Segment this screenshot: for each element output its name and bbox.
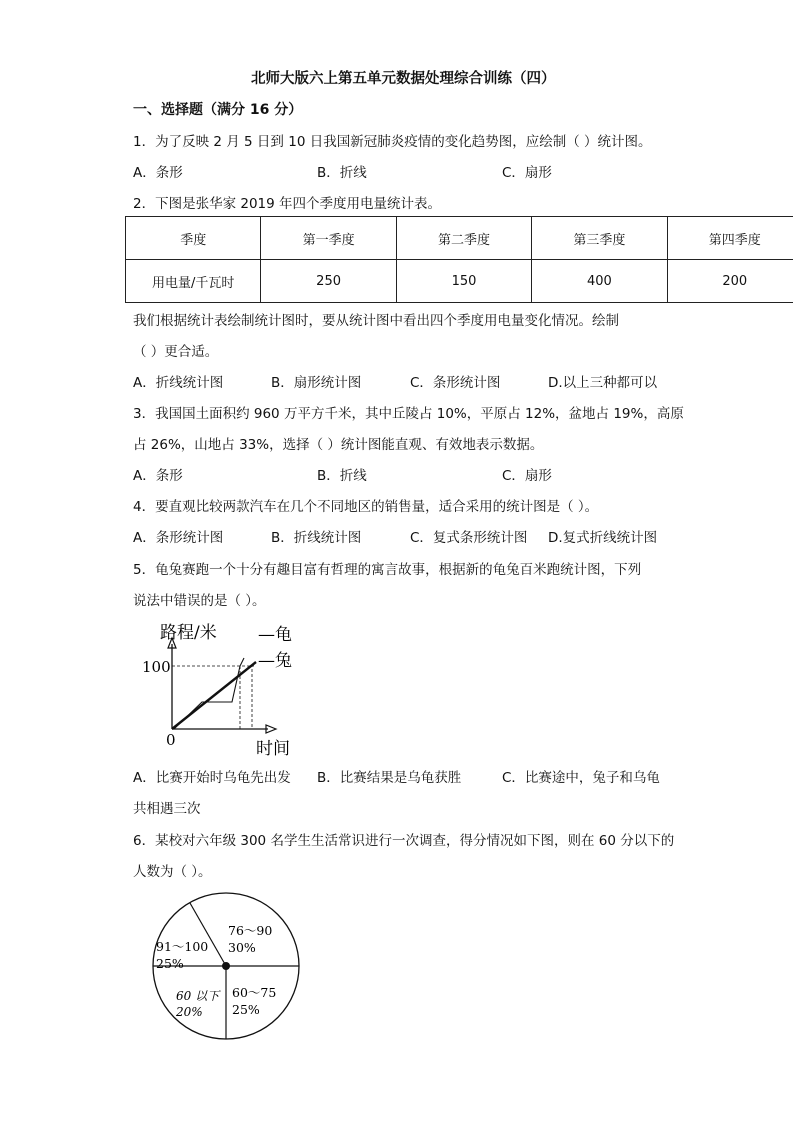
y-axis-label: 路程/米 (160, 623, 217, 643)
q4-option-b: B．折线统计图 (271, 530, 362, 546)
q5-option-a: A．比赛开始时乌龟先出发 (133, 770, 291, 786)
q1-option-a: A．条形 (133, 165, 183, 181)
question-1-text: 1．为了反映 2 月 5 日到 10 日我国新冠肺炎疫情的变化趋势图，应绘制（ ）统计图。 (133, 134, 652, 150)
q5-option-c: C．比赛途中，兔子和乌龟 (502, 770, 660, 786)
q5-option-c-cont: 共相遇三次 (133, 801, 201, 817)
q1-option-c: C．扇形 (502, 165, 552, 181)
pie-pct-91-100: 25% (156, 956, 184, 971)
q3-option-a: A．条形 (133, 468, 183, 484)
question-5-text-1: 5．龟兔赛跑一个十分有趣目富有哲理的寓言故事，根据新的龟兔百米跑统计图，下列 (133, 562, 642, 578)
q5-option-b: B．比赛结果是乌龟获胜 (317, 770, 462, 786)
table-header-cell: 第一季度 (261, 217, 396, 260)
score-pie-chart (150, 890, 302, 1042)
question-6-text-1: 6．某校对六年级 300 名学生生活常识进行一次调查，得分情况如下图，则在 60 分以下的 (133, 833, 675, 849)
legend-tortoise: —龟 (258, 625, 292, 645)
table-row-label: 用电量/千瓦时 (126, 260, 261, 303)
question-4-text: 4．要直观比较两款汽车在几个不同地区的销售量，适合采用的统计图是（ ）。 (133, 499, 599, 515)
q3-option-b: B．折线 (317, 468, 367, 484)
q4-option-c: C．复式条形统计图 (410, 530, 528, 546)
race-graph (138, 618, 318, 758)
q4-option-d: D.复式折线统计图 (548, 530, 658, 546)
q2-option-c: C．条形统计图 (410, 375, 501, 391)
pie-label-76-90: 76～90 (228, 923, 273, 938)
table-cell: 150 (396, 260, 531, 303)
table-cell: 200 (667, 260, 793, 303)
table-header-cell: 第二季度 (396, 217, 531, 260)
question-5-text-2: 说法中错误的是（ ）。 (133, 593, 266, 609)
page-title: 北师大版六上第五单元数据处理综合训练（四） (251, 70, 556, 87)
pie-center-dot (222, 962, 230, 970)
question-2-text: 2．下图是张华家 2019 年四个季度用电量统计表。 (133, 196, 442, 212)
question-2-text-2b: （ ）更合适。 (133, 344, 219, 360)
electricity-table (125, 216, 793, 303)
question-6-text-2: 人数为（ ）。 (133, 864, 212, 880)
pie-pct-60-75: 25% (232, 1002, 260, 1017)
q2-option-a: A．折线统计图 (133, 375, 224, 391)
section-heading: 一、选择题（满分 16 分） (133, 102, 303, 118)
q3-option-c: C．扇形 (502, 468, 552, 484)
pie-label-below-60: 60 以下 (176, 989, 220, 1003)
table-cell: 400 (532, 260, 667, 303)
pie-pct-76-90: 30% (228, 940, 256, 955)
table-header-cell: 第三季度 (532, 217, 667, 260)
pie-label-60-75: 60～75 (232, 985, 277, 1000)
question-2-text-2a: 我们根据统计表绘制统计图时，要从统计图中看出四个季度用电量变化情况。绘制 (133, 313, 619, 329)
origin-label: 0 (166, 731, 176, 749)
question-3-text-1: 3．我国国土面积约 960 万平方千米，其中丘陵占 10%，平原占 12%，盆地占 19%，高原 (133, 406, 684, 422)
x-axis-label: 时间 (256, 739, 290, 758)
q1-option-b: B．折线 (317, 165, 367, 181)
table-cell: 250 (261, 260, 396, 303)
pie-label-91-100: 91～100 (156, 939, 209, 954)
legend-hare: —兔 (258, 651, 292, 671)
q2-option-d: D.以上三种都可以 (548, 375, 658, 391)
table-row (126, 260, 793, 303)
table-header-cell: 季度 (126, 217, 261, 260)
q4-option-a: A．条形统计图 (133, 530, 224, 546)
hare-line (174, 658, 244, 729)
table-header-row (126, 217, 793, 260)
q2-option-b: B．扇形统计图 (271, 375, 362, 391)
table-header-cell: 第四季度 (667, 217, 793, 260)
question-3-text-2: 占 26%，山地占 33%，选择（ ）统计图能直观、有效地表示数据。 (133, 437, 544, 453)
pie-pct-below-60: 20% (176, 1005, 203, 1019)
y-tick-100: 100 (142, 658, 171, 676)
